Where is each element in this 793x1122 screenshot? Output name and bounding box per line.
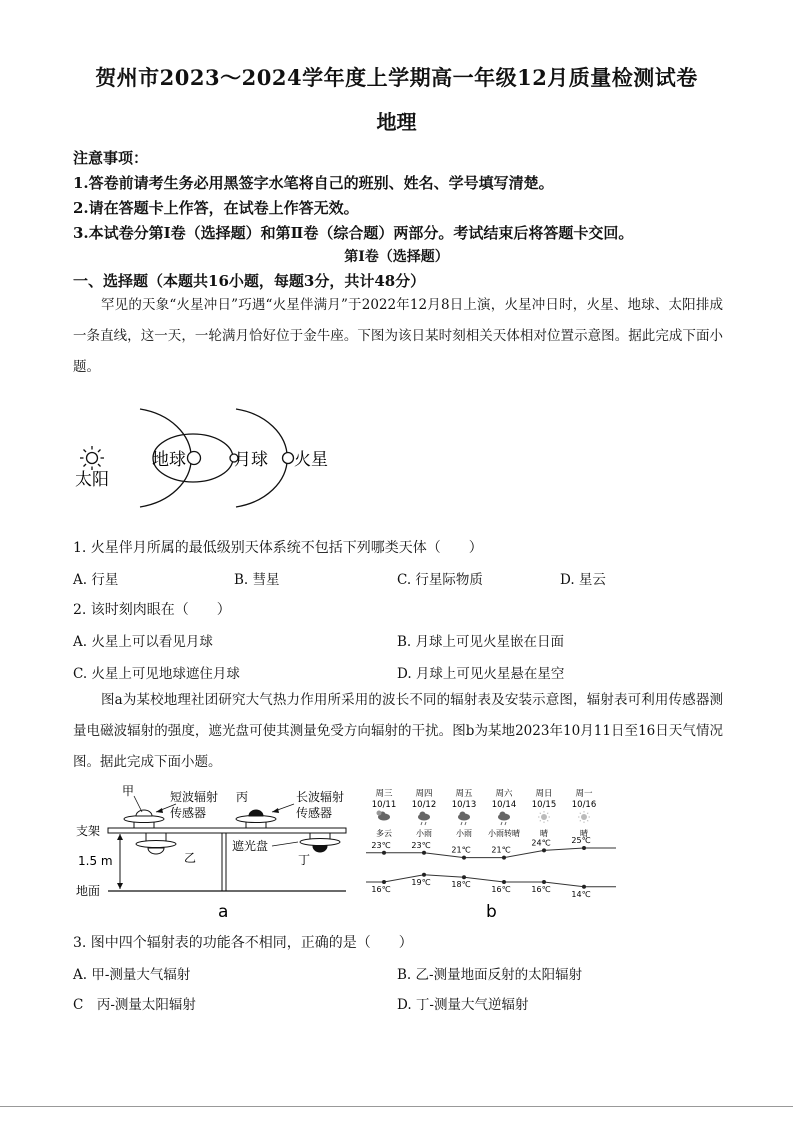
height-label: 1.5 m	[78, 854, 113, 868]
weather-date: 10/14	[491, 800, 517, 810]
notice-heading: 注意事项：	[73, 149, 149, 167]
meter-yi-label: 乙	[184, 851, 197, 865]
high-temp-point	[502, 856, 506, 860]
exam-subject: 地理	[376, 110, 417, 134]
meter-bing-label: 丙	[236, 790, 249, 804]
low-temp-label: 19℃	[411, 877, 431, 887]
figure-a-caption: a	[218, 902, 229, 922]
sun-icon	[578, 811, 590, 823]
weather-date: 10/11	[371, 800, 397, 810]
low-temp-point	[582, 885, 586, 889]
high-temp-label: 23℃	[411, 840, 431, 850]
weather-desc: 多云	[376, 829, 392, 838]
low-temp-point	[542, 880, 546, 884]
weather-weekday: 周日	[535, 789, 553, 799]
mars-label: 火星	[294, 450, 328, 470]
meter-yi	[136, 833, 176, 854]
high-temp-label: 23℃	[371, 840, 391, 850]
q2-stem: 2. 该时刻肉眼在（ ）	[73, 602, 231, 618]
q2-option-b: B. 月球上可见火星嵌在日面	[397, 634, 565, 650]
mars-circle	[283, 453, 294, 464]
passage-1: 罕见的天象“火星冲日”巧遇“火星伴满月”于2022年12月8日上演，火星冲日时，火星、地球、太阳排成一条直线，这一天，一轮满月恰好位于金牛座。下图为该日某时刻相关天体相对位置示意图。据此完成下面小题。	[73, 297, 723, 375]
meter-jia	[124, 810, 164, 828]
high-temp-label: 21℃	[451, 845, 471, 855]
meter-ding	[300, 833, 340, 852]
low-temp-label: 16℃	[491, 885, 511, 894]
sun-symbol-icon	[80, 446, 104, 470]
section1-title: 一、选择题（本题共16小题，每题3分，共计48分）	[73, 272, 426, 290]
high-temp-label: 24℃	[531, 838, 551, 848]
shade-label: 遮光盘	[232, 839, 269, 853]
long-wave-label-1: 长波辐射	[296, 790, 345, 804]
low-temp-point	[382, 880, 386, 884]
low-temp-point	[462, 875, 466, 879]
q2-option-a: A. 火星上可以看见月球	[73, 634, 213, 650]
sun-label: 太阳	[75, 470, 109, 490]
q1-option-a: A. 行星	[73, 572, 119, 588]
exam-title: 贺州市2023～2024学年度上学期高一年级12月质量检测试卷	[95, 65, 698, 90]
ground-label: 地面	[76, 884, 101, 898]
sun-icon	[538, 811, 550, 823]
bracket-bar	[108, 828, 346, 833]
meter-ding-label: 丁	[298, 853, 311, 867]
passage-2: 图a为某校地理社团研究大气热力作用所采用的波长不同的辐射表及安装示意图，辐射表可利用传感器测量电磁波辐射的强度，遮光盘可使其测量免受方向辐射的干扰。图b为某地2023年10月11日至16日天气情况图。据此完成下面小题。	[73, 692, 723, 770]
high-temp-point	[382, 851, 386, 855]
weather-weekday: 周五	[455, 789, 473, 799]
radiation-meter-figure	[72, 782, 352, 922]
weather-date: 10/15	[531, 800, 557, 810]
cloudy-icon	[377, 811, 391, 821]
weather-weekday: 周一	[575, 789, 593, 799]
low-temp-point	[422, 873, 426, 877]
earth-circle	[188, 452, 201, 465]
high-temp-point	[422, 851, 426, 855]
bracket-label: 支架	[76, 824, 101, 838]
weather-desc: 小雨	[456, 829, 472, 838]
high-temp-point	[582, 846, 586, 850]
celestial-figure	[70, 402, 370, 514]
q3-stem: 3. 图中四个辐射表的功能各不相同，正确的是（ ）	[73, 935, 413, 951]
low-temp-point	[502, 880, 506, 884]
bracket-post	[222, 833, 226, 891]
q3-option-b: B. 乙-测量地面反射的太阳辐射	[397, 967, 583, 983]
low-temp-label: 16℃	[371, 885, 391, 894]
rain-icon	[458, 812, 470, 826]
long-wave-label-2: 传感器	[296, 806, 333, 820]
earth-label: 地球	[152, 450, 186, 470]
meter-jia-label: 甲	[122, 784, 135, 798]
short-wave-label-2: 传感器	[170, 806, 207, 820]
low-temp-label: 18℃	[451, 880, 471, 890]
notice-item-2: 2.请在答题卡上作答，在试卷上作答无效。	[73, 199, 359, 217]
weather-weekday: 周四	[415, 789, 433, 799]
weather-desc: 小雨转晴	[488, 829, 520, 838]
rain-icon	[418, 812, 430, 826]
q1-option-c: C. 行星际物质	[397, 572, 483, 588]
weather-weekday: 周六	[495, 789, 513, 799]
weather-desc: 晴	[540, 829, 548, 838]
notice-item-3: 3.本试卷分第Ⅰ卷（选择题）和第Ⅱ卷（综合题）两部分。考试结束后将答题卡交回。	[73, 224, 634, 242]
short-wave-label-1: 短波辐射	[170, 790, 219, 804]
weather-figure	[366, 786, 616, 922]
weather-date: 10/13	[451, 800, 477, 810]
high-temp-label: 21℃	[491, 845, 511, 855]
q3-option-d: D. 丁-测量大气逆辐射	[397, 997, 529, 1013]
rain-icon	[498, 812, 510, 826]
high-temp-label: 25℃	[571, 836, 591, 845]
meter-bing	[236, 810, 276, 828]
q3-option-c: C 丙-测量太阳辐射	[73, 997, 196, 1013]
q1-option-d: D. 星云	[560, 572, 606, 588]
high-temp-point	[462, 856, 466, 860]
q3-option-a: A. 甲-测量大气辐射	[73, 967, 191, 983]
weather-date: 10/16	[571, 800, 597, 810]
low-temp-label: 16℃	[531, 885, 551, 894]
q1-stem: 1. 火星伴月所属的最低级别天体系统不包括下列哪类天体（ ）	[73, 540, 483, 556]
weather-weekday: 周三	[375, 789, 393, 799]
notice-item-1: 1.答卷前请考生务必用黑签字水笔将自己的班别、姓名、学号填写清楚。	[73, 174, 554, 192]
moon-label: 月球	[234, 450, 268, 470]
figure-b-caption: b	[486, 902, 497, 922]
weather-desc: 小雨	[416, 829, 432, 838]
high-temp-point	[542, 848, 546, 852]
q1-option-b: B. 彗星	[234, 572, 280, 588]
part1-title: 第Ⅰ卷（选择题）	[344, 249, 449, 265]
q2-option-d: D. 月球上可见火星悬在星空	[397, 666, 565, 682]
weather-date: 10/12	[411, 800, 437, 810]
weather-desc: 晴	[580, 829, 588, 838]
q2-option-c: C. 火星上可见地球遮住月球	[73, 666, 240, 682]
page-bottom-rule	[0, 1106, 793, 1107]
low-temp-label: 14℃	[571, 889, 591, 899]
